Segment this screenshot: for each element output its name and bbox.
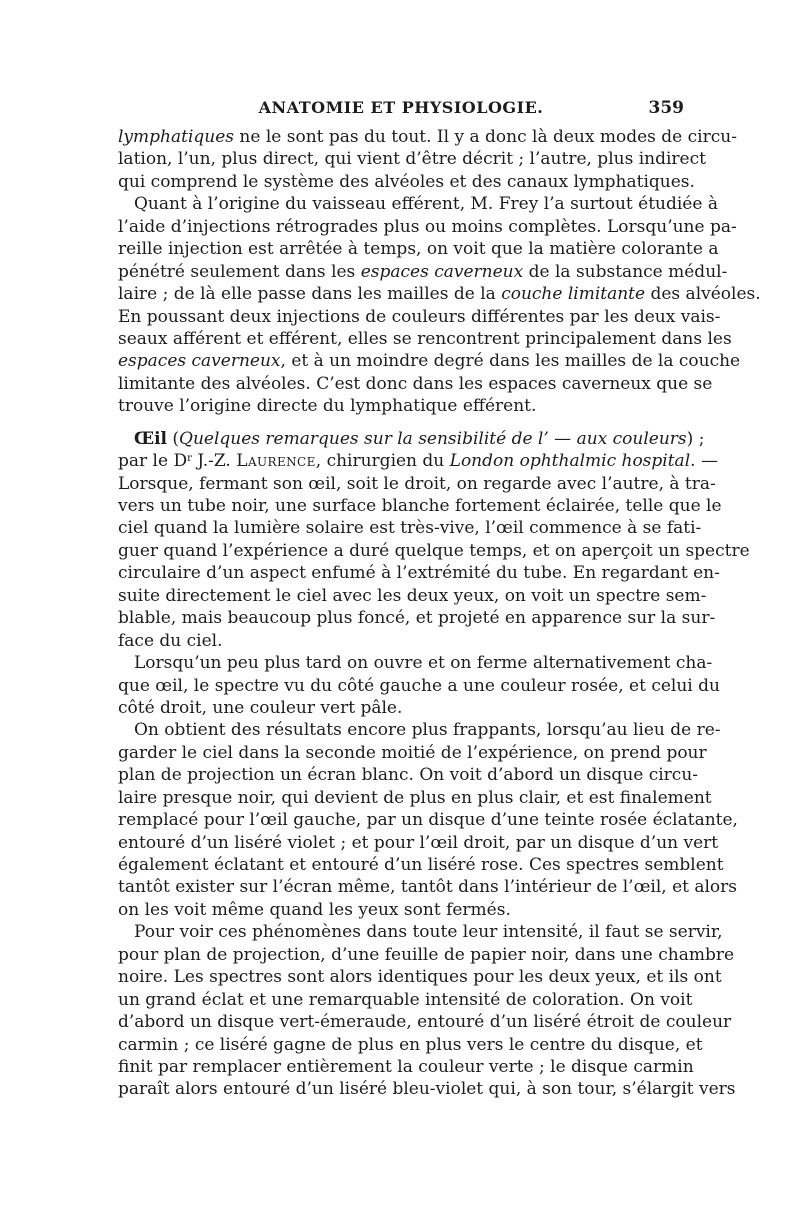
text-line: on les voit même quand les yeux sont fermés. bbox=[118, 899, 511, 920]
text-line: carmin ; ce liséré gagne de plus en plus vers le centre du disque, et bbox=[118, 1034, 703, 1055]
text-line: Lorsque, fermant son œil, soit le droit, on regarde avec l’autre, à tra- bbox=[118, 473, 716, 494]
text-line: blable, mais beaucoup plus foncé, et projeté en apparence sur la sur- bbox=[118, 608, 716, 629]
text-line: que œil, le spectre vu du côté gauche a une couleur rosée, et celui du bbox=[118, 675, 720, 696]
entry-heading-line: Œil (Quelques remarques sur la sensibilité de l’ — aux couleurs) ; bbox=[134, 428, 705, 449]
text-line: l’aide d’injections rétrogrades plus ou moins complètes. Lorsqu’une pa- bbox=[118, 216, 737, 237]
text-line: finit par remplacer entièrement la couleur verte ; le disque carmin bbox=[118, 1056, 694, 1077]
text-line: En poussant deux injections de couleurs différentes par les deux vais- bbox=[118, 306, 721, 327]
text-line: paraît alors entouré d’un liséré bleu-violet qui, à son tour, s’élargit vers bbox=[118, 1079, 736, 1100]
text-line: guer quand l’expérience a duré quelque temps, et on aperçoit un spectre bbox=[118, 540, 750, 561]
text-line: lation, l’un, plus direct, qui vient d’être décrit ; l’autre, plus indirect bbox=[118, 149, 706, 170]
text-line: reille injection est arrêtée à temps, on voit que la matière colorante a bbox=[118, 239, 719, 260]
text-line: garder le ciel dans la seconde moitié de l’expérience, on prend pour bbox=[118, 742, 707, 763]
text-line: qui comprend le système des alvéoles et des canaux lymphatiques. bbox=[118, 171, 695, 192]
text-line: laire presque noir, qui devient de plus en plus clair, et est finalement bbox=[118, 787, 712, 808]
body-text bbox=[118, 126, 761, 1101]
text-line: trouve l’origine directe du lymphatique efférent. bbox=[118, 396, 537, 417]
running-head bbox=[118, 98, 684, 124]
text-line: seaux afférent et efférent, elles se rencontrent principalement dans les bbox=[118, 328, 732, 349]
text-line: plan de projection un écran blanc. On voit d’abord un disque circu- bbox=[118, 765, 699, 786]
text-line: Quant à l’origine du vaisseau efférent, M. Frey l’a surtout étudiée à bbox=[134, 194, 718, 215]
text-line: Pour voir ces phénomènes dans toute leur intensité, il faut se servir, bbox=[134, 922, 723, 943]
text-line: lymphatiques ne le sont pas du tout. Il y a donc là deux modes de circu- bbox=[118, 127, 737, 147]
text-line: laire ; de là elle passe dans les mailles de la couche limitante des alvéoles. bbox=[118, 284, 761, 305]
text-line: d’abord un disque vert-émeraude, entouré d’un liséré étroit de couleur bbox=[118, 1012, 732, 1033]
text-line: entouré d’un liséré violet ; et pour l’œil droit, par un disque d’un vert bbox=[118, 832, 719, 853]
text-line: Lorsqu’un peu plus tard on ouvre et on ferme alternativement cha- bbox=[134, 653, 713, 674]
text-line: pénétré seulement dans les espaces caverneux de la substance médul- bbox=[118, 261, 728, 282]
text-line: tantôt exister sur l’écran même, tantôt dans l’intérieur de l’œil, et alors bbox=[118, 877, 738, 898]
text-line: ciel quand la lumière solaire est très-vive, l’œil commence à se fati- bbox=[118, 518, 702, 539]
text-line: circulaire d’un aspect enfumé à l’extrémité du tube. En regardant en- bbox=[118, 563, 720, 584]
text-line: côté droit, une couleur vert pâle. bbox=[118, 697, 403, 718]
text-line: On obtient des résultats encore plus frappants, lorsqu’au lieu de re- bbox=[134, 720, 721, 741]
text-line: pour plan de projection, d’une feuille de papier noir, dans une chambre bbox=[118, 944, 735, 965]
text-line: noire. Les spectres sont alors identiques pour les deux yeux, et ils ont bbox=[118, 967, 722, 988]
text-line: également éclatant et entouré d’un liséré rose. Ces spectres semblent bbox=[118, 855, 724, 875]
text-line: face du ciel. bbox=[118, 630, 223, 651]
text-line: remplacé pour l’œil gauche, par un disque d’une teinte rosée éclatante, bbox=[118, 810, 738, 831]
text-line: limitante des alvéoles. C’est donc dans les espaces caverneux que se bbox=[118, 373, 713, 394]
entry-keyword: Œil bbox=[134, 428, 167, 449]
text-line: un grand éclat et une remarquable intensité de coloration. On voit bbox=[118, 989, 693, 1010]
page-title: ANATOMIE ET PHYSIOLOGIE. bbox=[258, 98, 544, 117]
page-number: 359 bbox=[648, 98, 684, 118]
text-line: espaces caverneux, et à un moindre degré dans les mailles de la couche bbox=[118, 351, 741, 372]
text-line: par le $D^r$ J.-Z. Laurence, chirurgien du London ophthalmic hospital. — bbox=[118, 451, 718, 472]
text-line: suite directement le ciel avec les deux yeux, on voit un spectre sem- bbox=[118, 585, 707, 606]
author-name: Laurence bbox=[236, 451, 316, 472]
text-line: vers un tube noir, une surface blanche fortement éclairée, telle que le bbox=[118, 496, 722, 516]
